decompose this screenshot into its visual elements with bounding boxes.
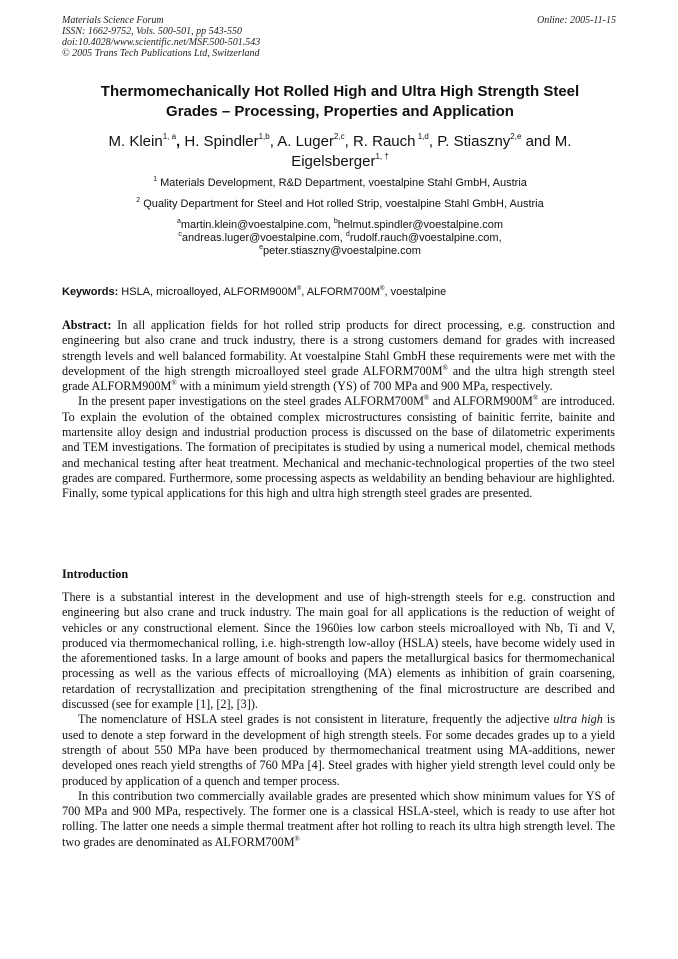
affiliation-num: 2 bbox=[136, 197, 141, 204]
paper-title bbox=[62, 82, 618, 122]
author-sup: 1, † bbox=[375, 152, 389, 161]
author-sup: 1, a bbox=[162, 132, 177, 141]
issn-line: ISSN: 1662-9752, Vols. 500-501, pp 543-550 bbox=[62, 26, 242, 37]
online-date: Online: 2005-11-15 bbox=[537, 15, 616, 26]
copyright-line: © 2005 Trans Tech Publications Ltd, Switzerland bbox=[62, 48, 260, 59]
registered-mark: ® bbox=[171, 379, 177, 388]
author-name: P. Stiaszny bbox=[437, 133, 511, 150]
abstract-paragraph-2 bbox=[62, 394, 615, 501]
affiliation-2 bbox=[62, 197, 618, 211]
author-name: H. Spindler bbox=[184, 133, 259, 150]
author-name: R. Rauch bbox=[352, 133, 416, 150]
abstract-text: and ALFORM900M bbox=[429, 394, 533, 409]
affiliation-num: 1 bbox=[153, 176, 157, 183]
intro-paragraph-2 bbox=[62, 712, 615, 788]
intro-text: is used to denote a step forward in the development of high strength steels. For some decades grades up to a yield strength of about 550 MPa have been produced by thermomechanical treatment using MA-additions, newer developed ones reach yield strengths of 760 MPa [4]. Steel grades with higher yield strength level could only be produced by application of a quench and temper process. bbox=[62, 712, 615, 788]
title-line-2: Grades – Processing, Properties and Application bbox=[166, 103, 514, 120]
introduction-body bbox=[62, 590, 615, 850]
email-link[interactable]: martin.klein@voestalpine.com bbox=[180, 219, 328, 231]
abstract-text: with a minimum yield strength (YS) of 700 MPa and 900 MPa, respectively. bbox=[176, 379, 553, 394]
author-name: A. Luger bbox=[277, 133, 334, 150]
email-link[interactable]: peter.stiaszny@voestalpine.com bbox=[262, 245, 421, 257]
author-sup: 1,d bbox=[415, 132, 429, 141]
affiliation-1 bbox=[62, 176, 618, 190]
author-separator: , bbox=[428, 133, 438, 150]
author-sup: 2,c bbox=[333, 132, 345, 141]
intro-text: The nomenclature of HSLA steel grades is not consistent in literature, frequently the adjective bbox=[78, 712, 554, 727]
registered-mark: ® bbox=[294, 834, 300, 843]
email-block: $^a$martin.klein@voestalpine.com, $^b$helmut.spindler@voestalpine.com $^c$andreas.luger@voestalpine.com, $^d$rudolf.rauch@voestalpine.com, $^e$peter.stiaszny@voestalpine.com bbox=[176, 218, 504, 257]
journal-name: Materials Science Forum bbox=[62, 15, 164, 26]
keywords-label: Keywords: bbox=[62, 286, 119, 298]
author-separator: , bbox=[344, 133, 353, 150]
author-separator: , bbox=[176, 133, 185, 150]
abstract bbox=[62, 318, 615, 502]
keywords-text: , ALFORM700M bbox=[301, 286, 381, 298]
keywords-text: HSLA, microalloyed, ALFORM900M bbox=[118, 286, 297, 298]
abstract-label: Abstract: bbox=[62, 318, 112, 332]
author-separator: and bbox=[521, 133, 555, 150]
keywords-text: , voestalpine bbox=[384, 286, 447, 298]
email-link[interactable]: helmut.spindler@voestalpine.com bbox=[337, 219, 504, 231]
section-heading-introduction: Introduction bbox=[62, 567, 129, 581]
abstract-text: In the present paper investigations on the steel grades ALFORM700M bbox=[78, 394, 424, 409]
intro-paragraph-1: There is a substantial interest in the development and use of high-strength steels for e.g. construction and engineering but also crane and truck industry. The main goal for all applications is the reduction of weight of vehicles or any constructional element. Since the 1960ies low carbon steels microalloyed with Nb, Ti and V, produced via thermomechanical rolling, i.e. high-strength low-alloy (HSLA) steels, have become widely used in the aforementioned tasks. In a large amount of books and papers the metallurgical basics for thermomechanical processing as well as the various effects of microalloying (MA) elements as inhibition of grain coarsening, retardation of recrystallization and precipitation strengthening of the final microstructure are described and discussed (see for example [1], [2], [3]). bbox=[62, 590, 615, 712]
intro-text: In this contribution two commercially available grades are presented which show minimum values for YS of 700 MPa and 900 MPa, respectively. The former one is a classical HSLA-steel, which is ready to use after hot rolling. The latter one needs a simple thermal treatment after hot rolling to reach its ultra high strength level. The two grades are denominated as ALFORM700M bbox=[62, 788, 615, 849]
author-sup: 2,e bbox=[510, 132, 522, 141]
keywords bbox=[62, 285, 618, 299]
title-line-1: Thermomechanically Hot Rolled High and Ultra High Strength Steel bbox=[100, 83, 580, 100]
registered-mark: ® bbox=[380, 286, 385, 292]
intro-paragraph-3 bbox=[62, 789, 615, 850]
abstract-text: In all application fields for hot rolled strip products for direct processing, e.g. construction and engineering but also crane and truck industry, there is a strong customers demand for grades with increased strength levels and well balanced formability. At voestalpine Stahl GmbH these requirements were met with the development of the high strength microalloyed steel grade ALFORM700M bbox=[62, 318, 615, 378]
registered-mark: ® bbox=[442, 363, 448, 372]
author-name: M. Klein bbox=[108, 133, 163, 150]
affiliation-text: Materials Development, R&D Department, voestalpine Stahl GmbH, Austria bbox=[160, 177, 527, 189]
email-link[interactable]: rudolf.rauch@voestalpine.com bbox=[349, 232, 499, 244]
registered-mark: ® bbox=[532, 394, 539, 403]
email-link[interactable]: andreas.luger@voestalpine.com bbox=[181, 232, 340, 244]
author-list bbox=[62, 132, 618, 172]
author-separator: , bbox=[269, 133, 278, 150]
registered-mark: ® bbox=[296, 286, 302, 292]
abstract-paragraph-1 bbox=[62, 318, 615, 394]
author-name: M. Eigelsberger bbox=[291, 133, 572, 170]
doi-line: doi:10.4028/www.scientific.net/MSF.500-501.543 bbox=[62, 37, 261, 48]
author-sup: 1,b bbox=[258, 132, 270, 141]
abstract-text: and the ultra high strength steel grade ALFORM900M bbox=[62, 363, 615, 394]
abstract-text: are introduced. To explain the evolution of the obtained complex microstructures consisting of bainitic ferrite, bainite and martensite alloy design and industrial production process is discussed on the base of dilatometric experiments and TEM investigations. The formation of precipitates is studied by using a numerical model, chemical methods and mechanical testing after heat treatment. Mechanical and mechanic-technological properties of the two steel grades are compared. Furthermore, some processing aspects as weldability an bending behaviour are highlighted. Finally, some typical applications for this high and ultra high strength steel grades are presented. bbox=[62, 394, 615, 501]
journal-header bbox=[62, 15, 618, 59]
registered-mark: ® bbox=[423, 394, 430, 403]
affiliation-text: Quality Department for Steel and Hot rolled Strip, voestalpine Stahl GmbH, Austria bbox=[143, 198, 544, 210]
intro-emphasis: ultra high bbox=[553, 712, 603, 727]
